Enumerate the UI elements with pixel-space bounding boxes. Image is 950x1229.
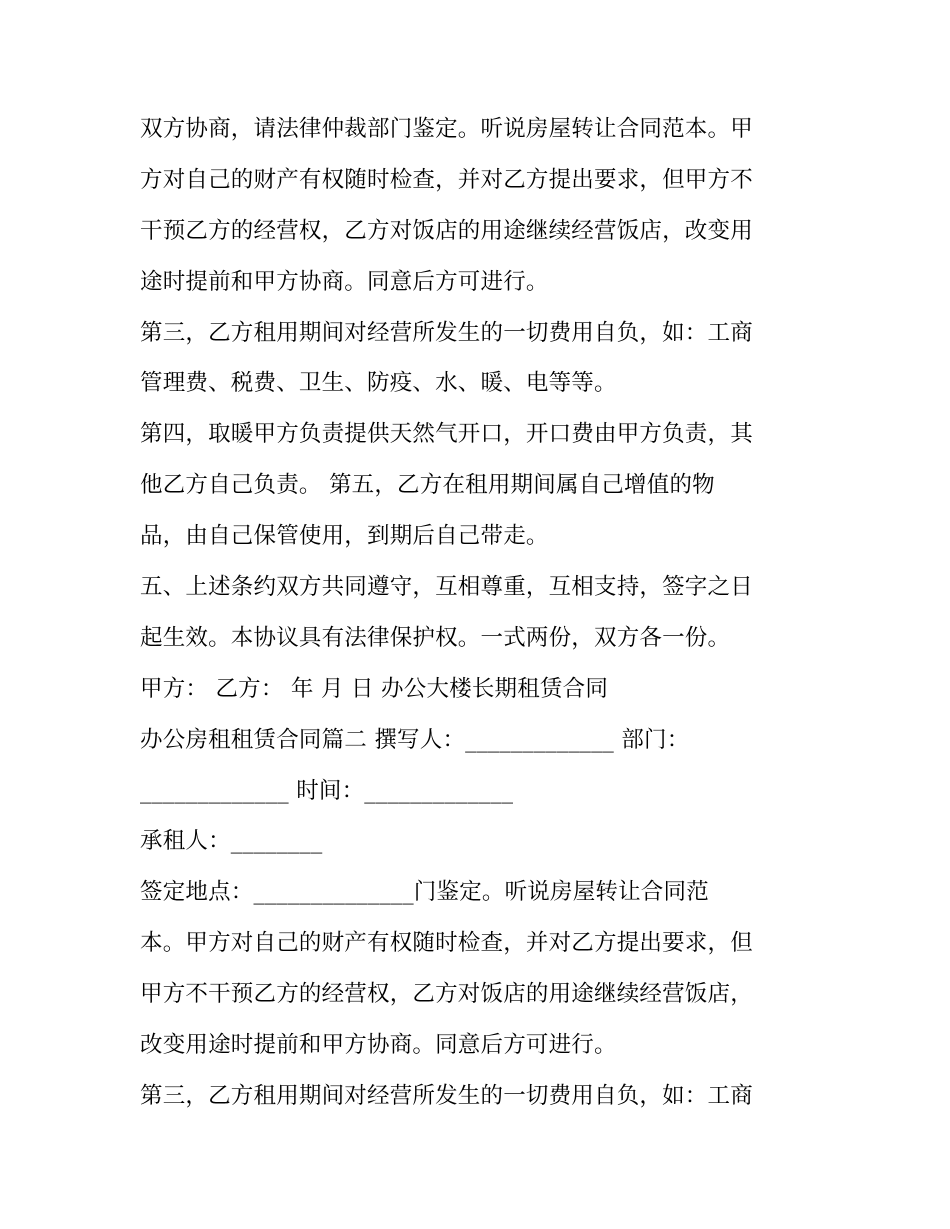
signing-location-line: 签定地点：______________门鉴定。听说房屋转让合同范 bbox=[140, 879, 709, 906]
signature-line: 甲方： 乙方： 年 月 日 办公大楼长期租赁合同 bbox=[140, 675, 609, 702]
text-line: 改变用途时提前和甲方协商。同意后方可进行。 bbox=[140, 1032, 617, 1059]
text-line: 品，由自己保管使用，到期后自己带走。 bbox=[140, 523, 549, 550]
text-line: 甲方不干预乙方的经营权，乙方对饭店的用途继续经营饭店， bbox=[140, 981, 753, 1008]
text-line: 管理费、税费、卫生、防疫、水、暖、电等等。 bbox=[140, 370, 617, 397]
text-line: 他乙方自己负责。 第五，乙方在租用期间属自己增值的物 bbox=[140, 472, 715, 499]
text-line: 第四，取暖甲方负责提供天然气开口，开口费由甲方负责，其 bbox=[140, 421, 753, 448]
text-line: 五、上述条约双方共同遵守，互相尊重，互相支持，签字之日 bbox=[140, 574, 753, 601]
text-line: 干预乙方的经营权，乙方对饭店的用途继续经营饭店，改变用 bbox=[140, 217, 753, 244]
text-line: 双方协商，请法律仲裁部门鉴定。听说房屋转让合同范本。甲 bbox=[140, 116, 753, 142]
blank-fields-line: _____________ 时间：_____________ bbox=[140, 777, 514, 804]
text-line: 第三，乙方租用期间对经营所发生的一切费用自负，如：工商 bbox=[140, 319, 753, 346]
document-body bbox=[140, 104, 830, 1122]
text-line: 途时提前和甲方协商。同意后方可进行。 bbox=[140, 268, 549, 295]
lessee-line: 承租人：________ bbox=[140, 828, 323, 855]
contract-heading-line: 办公房租租赁合同篇二 撰写人：_____________ 部门： bbox=[140, 726, 690, 753]
text-line: 本。甲方对自己的财产有权随时检查，并对乙方提出要求，但 bbox=[140, 930, 753, 957]
text-line: 方对自己的财产有权随时检查，并对乙方提出要求，但甲方不 bbox=[140, 166, 753, 193]
text-line: 起生效。本协议具有法律保护权。一式两份，双方各一份。 bbox=[140, 624, 731, 651]
text-line: 第三，乙方租用期间对经营所发生的一切费用自负，如：工商 bbox=[140, 1082, 753, 1109]
